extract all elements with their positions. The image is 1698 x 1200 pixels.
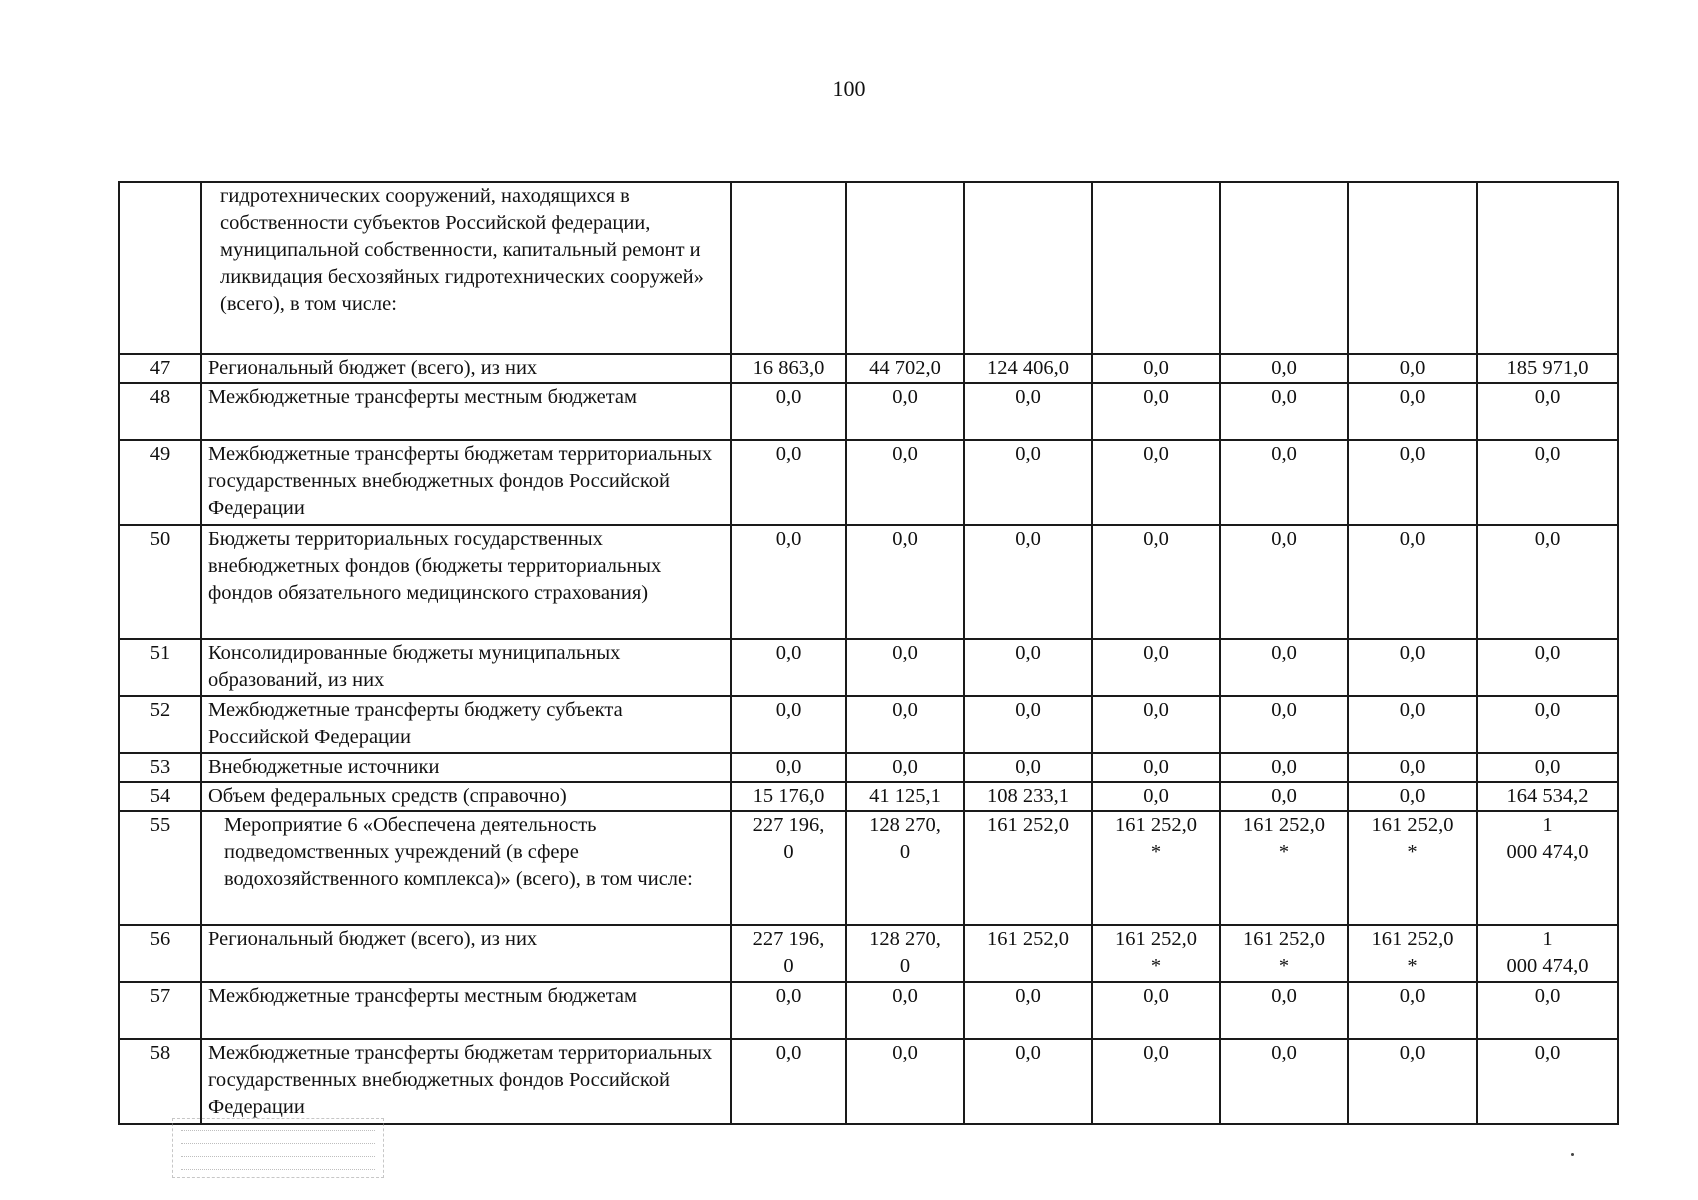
row-description: Межбюджетные трансферты бюджету субъекта Российской Федерации bbox=[201, 696, 731, 753]
value-cell: 0,0 bbox=[1092, 696, 1220, 753]
value-cell: 0,0 bbox=[1220, 696, 1348, 753]
value-cell: 0,0 bbox=[1477, 440, 1618, 525]
value-cell bbox=[1220, 182, 1348, 354]
value-cell: 0,0 bbox=[1348, 696, 1477, 753]
row-description: Бюджеты территориальных государственных внебюджетных фондов (бюджеты территориальных фондов обязательного медицинского страхования) bbox=[201, 525, 731, 639]
row-description: Межбюджетные трансферты местным бюджетам bbox=[201, 383, 731, 440]
value-cell: 0,0 bbox=[1477, 696, 1618, 753]
value-cell: 15 176,0 bbox=[731, 782, 846, 811]
value-cell: 0,0 bbox=[1348, 383, 1477, 440]
value-cell bbox=[964, 182, 1092, 354]
value-cell: 161 252,0 * bbox=[1220, 811, 1348, 925]
row-number bbox=[119, 182, 201, 354]
value-cell: 0,0 bbox=[1348, 354, 1477, 383]
value-cell: 0,0 bbox=[1220, 782, 1348, 811]
value-cell: 44 702,0 bbox=[846, 354, 964, 383]
value-cell bbox=[731, 182, 846, 354]
value-cell: 128 270, 0 bbox=[846, 811, 964, 925]
row-description: Региональный бюджет (всего), из них bbox=[201, 354, 731, 383]
table-row bbox=[119, 440, 1618, 525]
value-cell: 0,0 bbox=[964, 982, 1092, 1039]
row-description: Межбюджетные трансферты бюджетам территориальных государственных внебюджетных фондов Российской Федерации bbox=[201, 1039, 731, 1124]
scan-speck bbox=[1571, 1153, 1574, 1156]
value-cell: 0,0 bbox=[1220, 753, 1348, 782]
value-cell: 0,0 bbox=[846, 639, 964, 696]
value-cell: 0,0 bbox=[1348, 753, 1477, 782]
value-cell: 41 125,1 bbox=[846, 782, 964, 811]
row-description: Мероприятие 6 «Обеспечена деятельность подведомственных учреждений (в сфере водохозяйственного комплекса)» (всего), в том числе: bbox=[201, 811, 731, 925]
value-cell: 0,0 bbox=[1220, 354, 1348, 383]
table-row bbox=[119, 696, 1618, 753]
value-cell: 161 252,0 * bbox=[1092, 925, 1220, 982]
row-number: 58 bbox=[119, 1039, 201, 1124]
value-cell: 0,0 bbox=[1477, 525, 1618, 639]
row-number: 52 bbox=[119, 696, 201, 753]
value-cell: 161 252,0 * bbox=[1348, 925, 1477, 982]
value-cell: 0,0 bbox=[846, 982, 964, 1039]
value-cell: 0,0 bbox=[964, 525, 1092, 639]
value-cell: 0,0 bbox=[964, 1039, 1092, 1124]
value-cell: 0,0 bbox=[964, 753, 1092, 782]
row-description: Внебюджетные источники bbox=[201, 753, 731, 782]
table-row bbox=[119, 354, 1618, 383]
row-number: 48 bbox=[119, 383, 201, 440]
value-cell: 0,0 bbox=[1220, 639, 1348, 696]
row-description: Региональный бюджет (всего), из них bbox=[201, 925, 731, 982]
value-cell: 0,0 bbox=[731, 525, 846, 639]
value-cell: 0,0 bbox=[1348, 440, 1477, 525]
value-cell: 0,0 bbox=[1092, 525, 1220, 639]
budget-table bbox=[118, 181, 1619, 1125]
row-description: Межбюджетные трансферты местным бюджетам bbox=[201, 982, 731, 1039]
page-number: 100 bbox=[832, 76, 866, 101]
table-body bbox=[119, 182, 1618, 1124]
row-number: 56 bbox=[119, 925, 201, 982]
value-cell: 0,0 bbox=[846, 383, 964, 440]
table-row bbox=[119, 982, 1618, 1039]
table-row bbox=[119, 811, 1618, 925]
table-row bbox=[119, 525, 1618, 639]
row-description: Межбюджетные трансферты бюджетам территориальных государственных внебюджетных фондов Российской Федерации bbox=[201, 440, 731, 525]
value-cell: 164 534,2 bbox=[1477, 782, 1618, 811]
value-cell: 0,0 bbox=[1477, 383, 1618, 440]
row-number: 47 bbox=[119, 354, 201, 383]
value-cell: 0,0 bbox=[1220, 525, 1348, 639]
value-cell: 0,0 bbox=[1348, 782, 1477, 811]
value-cell bbox=[1348, 182, 1477, 354]
row-number: 49 bbox=[119, 440, 201, 525]
table-row bbox=[119, 182, 1618, 354]
value-cell: 0,0 bbox=[731, 1039, 846, 1124]
value-cell: 0,0 bbox=[731, 982, 846, 1039]
value-cell: 0,0 bbox=[731, 696, 846, 753]
row-number: 53 bbox=[119, 753, 201, 782]
value-cell bbox=[846, 182, 964, 354]
value-cell: 161 252,0 * bbox=[1220, 925, 1348, 982]
table-row bbox=[119, 639, 1618, 696]
row-number: 54 bbox=[119, 782, 201, 811]
value-cell: 0,0 bbox=[1092, 383, 1220, 440]
value-cell: 0,0 bbox=[1220, 383, 1348, 440]
row-number: 51 bbox=[119, 639, 201, 696]
value-cell: 227 196, 0 bbox=[731, 811, 846, 925]
value-cell: 0,0 bbox=[1477, 753, 1618, 782]
value-cell: 0,0 bbox=[731, 753, 846, 782]
value-cell: 0,0 bbox=[1477, 1039, 1618, 1124]
value-cell: 16 863,0 bbox=[731, 354, 846, 383]
value-cell: 0,0 bbox=[964, 696, 1092, 753]
row-number: 55 bbox=[119, 811, 201, 925]
value-cell: 0,0 bbox=[846, 696, 964, 753]
value-cell: 1 000 474,0 bbox=[1477, 925, 1618, 982]
value-cell: 227 196, 0 bbox=[731, 925, 846, 982]
value-cell: 0,0 bbox=[1348, 525, 1477, 639]
table-row bbox=[119, 925, 1618, 982]
value-cell: 124 406,0 bbox=[964, 354, 1092, 383]
value-cell: 0,0 bbox=[1348, 982, 1477, 1039]
value-cell: 0,0 bbox=[1092, 639, 1220, 696]
table-row bbox=[119, 753, 1618, 782]
value-cell: 0,0 bbox=[846, 525, 964, 639]
row-description: Объем федеральных средств (справочно) bbox=[201, 782, 731, 811]
value-cell: 0,0 bbox=[1220, 982, 1348, 1039]
value-cell: 128 270, 0 bbox=[846, 925, 964, 982]
value-cell: 0,0 bbox=[1348, 1039, 1477, 1124]
value-cell: 0,0 bbox=[731, 639, 846, 696]
value-cell: 0,0 bbox=[964, 440, 1092, 525]
value-cell: 0,0 bbox=[1092, 982, 1220, 1039]
row-description: Консолидированные бюджеты муниципальных образований, из них bbox=[201, 639, 731, 696]
value-cell: 0,0 bbox=[1220, 1039, 1348, 1124]
row-number: 57 bbox=[119, 982, 201, 1039]
faded-stamp bbox=[172, 1118, 384, 1178]
value-cell: 0,0 bbox=[1092, 440, 1220, 525]
value-cell: 0,0 bbox=[731, 383, 846, 440]
value-cell: 0,0 bbox=[846, 753, 964, 782]
value-cell: 1 000 474,0 bbox=[1477, 811, 1618, 925]
value-cell: 161 252,0 * bbox=[1092, 811, 1220, 925]
value-cell: 0,0 bbox=[1348, 639, 1477, 696]
value-cell: 0,0 bbox=[846, 440, 964, 525]
value-cell: 161 252,0 bbox=[964, 925, 1092, 982]
value-cell: 0,0 bbox=[1092, 1039, 1220, 1124]
value-cell: 0,0 bbox=[1477, 982, 1618, 1039]
value-cell: 0,0 bbox=[1092, 354, 1220, 383]
value-cell bbox=[1477, 182, 1618, 354]
value-cell: 108 233,1 bbox=[964, 782, 1092, 811]
table-row bbox=[119, 782, 1618, 811]
value-cell: 0,0 bbox=[1220, 440, 1348, 525]
value-cell: 0,0 bbox=[964, 383, 1092, 440]
row-description: гидротехнических сооружений, находящихся в собственности субъектов Российской федерации, муниципальной собственности, капитальный ремонт и ликвидация бесхозяйных гидротехнических сооружей» (всего), в том числе: bbox=[201, 182, 731, 354]
value-cell: 0,0 bbox=[1092, 782, 1220, 811]
value-cell bbox=[1092, 182, 1220, 354]
value-cell: 161 252,0 bbox=[964, 811, 1092, 925]
value-cell: 0,0 bbox=[731, 440, 846, 525]
value-cell: 185 971,0 bbox=[1477, 354, 1618, 383]
value-cell: 0,0 bbox=[964, 639, 1092, 696]
table-row bbox=[119, 383, 1618, 440]
value-cell: 0,0 bbox=[1092, 753, 1220, 782]
value-cell: 0,0 bbox=[846, 1039, 964, 1124]
table-row bbox=[119, 1039, 1618, 1124]
row-number: 50 bbox=[119, 525, 201, 639]
value-cell: 0,0 bbox=[1477, 639, 1618, 696]
value-cell: 161 252,0 * bbox=[1348, 811, 1477, 925]
